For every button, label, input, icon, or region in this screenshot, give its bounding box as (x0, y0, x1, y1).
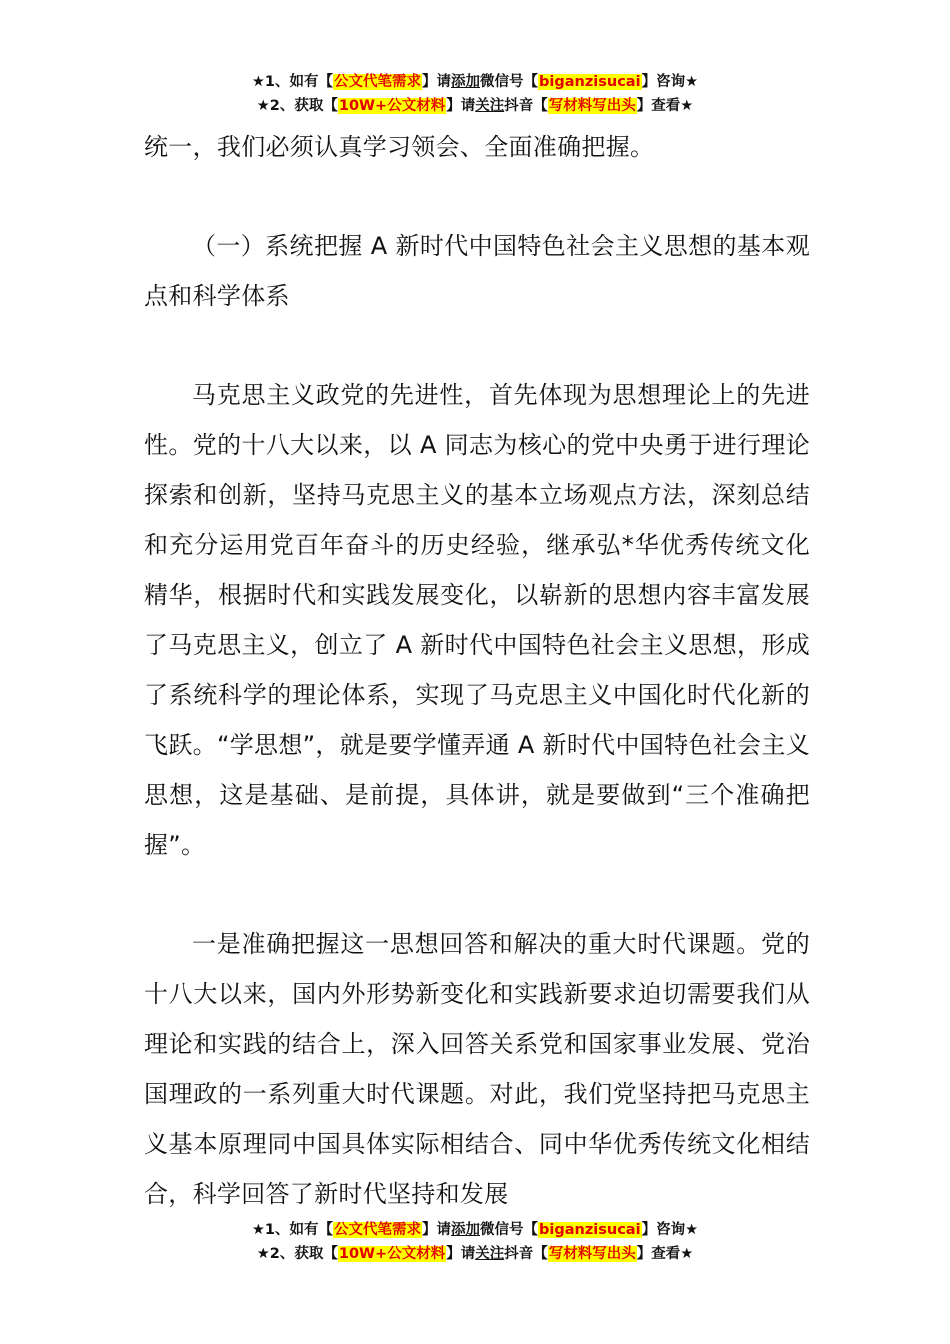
banner-text: ★1、如有【 (251, 1222, 334, 1238)
banner-text: 】请 (446, 1246, 476, 1262)
header-banner (0, 70, 950, 118)
banner-underlined: 关注 (475, 98, 505, 114)
banner-text: 】咨询★ (641, 74, 699, 90)
banner-highlight: 公文代笔需求 (334, 74, 422, 90)
banner-highlight: 写材料写出头 (548, 1246, 636, 1262)
banner-underlined: 添加 (451, 1222, 481, 1238)
paragraph: 马克思主义政党的先进性，首先体现为思想理论上的先进性。党的十八大以来，以 A 同志为核心的党中央勇于进行理论探索和创新，坚持马克思主义的基本立场观点方法，深刻总结和充分运用党百年奋斗的历史经验，继承弘*华优秀传统文化精华，根据时代和实践发展变化，以崭新的思想内容丰富发展了马克思主义，创立了 A 新时代中国特色社会主义思想，形成了系统科学的理论体系，实现了马克思主义中国化时代化新的飞跃。“学思想”，就是要学懂弄通 A 新时代中国特色社会主义思想，这是基础、是前提，具体讲，就是要做到“三个准确把握”。 (144, 381, 810, 859)
banner-text: 抖音【 (504, 1246, 548, 1262)
banner-text: 】查看★ (636, 1246, 694, 1262)
banner-text: 】请 (446, 98, 476, 114)
paragraph-gap (144, 172, 810, 221)
banner-highlight: biganzisucai (539, 74, 641, 90)
paragraph: 一是准确把握这一思想回答和解决的重大时代课题。党的十八大以来，国内外形势新变化和实践新要求迫切需要我们从理论和实践的结合上，深入回答关系党和国家事业发展、党治国理政的一系列重大时代课题。对此，我们党坚持把马克思主义基本原理同中国具体实际相结合、同中华优秀传统文化相结合，科学回答了新时代坚持和发展 (144, 930, 810, 1208)
banner-line-2 (0, 1242, 950, 1266)
banner-text: 】请 (422, 1222, 452, 1238)
banner-underlined: 添加 (451, 74, 481, 90)
banner-text: ★1、如有【 (251, 74, 334, 90)
banner-text: 微信号【 (480, 1222, 539, 1238)
banner-text: ★2、获取【 (256, 98, 338, 114)
document-body (144, 122, 810, 1219)
banner-line-1 (0, 1218, 950, 1242)
paragraph-gap (144, 870, 810, 919)
banner-highlight: 写材料写出头 (548, 98, 636, 114)
banner-underlined: 关注 (475, 1246, 505, 1262)
banner-highlight: 公文代笔需求 (334, 1222, 422, 1238)
banner-text: 微信号【 (480, 74, 539, 90)
paragraph-continuation: 统一，我们必须认真学习领会、全面准确把握。 (144, 133, 655, 161)
banner-highlight: 10W+公文材料 (338, 1246, 446, 1262)
banner-text: 】请 (422, 74, 452, 90)
banner-text: ★2、获取【 (256, 1246, 338, 1262)
banner-highlight: 10W+公文材料 (338, 98, 446, 114)
section-heading: （一）系统把握 A 新时代中国特色社会主义思想的基本观点和科学体系 (144, 232, 810, 310)
footer-banner (0, 1218, 950, 1266)
banner-text: 】咨询★ (641, 1222, 699, 1238)
banner-text: 抖音【 (504, 98, 548, 114)
banner-line-2 (0, 94, 950, 118)
banner-highlight: biganzisucai (539, 1222, 641, 1238)
paragraph-gap (144, 321, 810, 370)
banner-line-1 (0, 70, 950, 94)
banner-text: 】查看★ (636, 98, 694, 114)
